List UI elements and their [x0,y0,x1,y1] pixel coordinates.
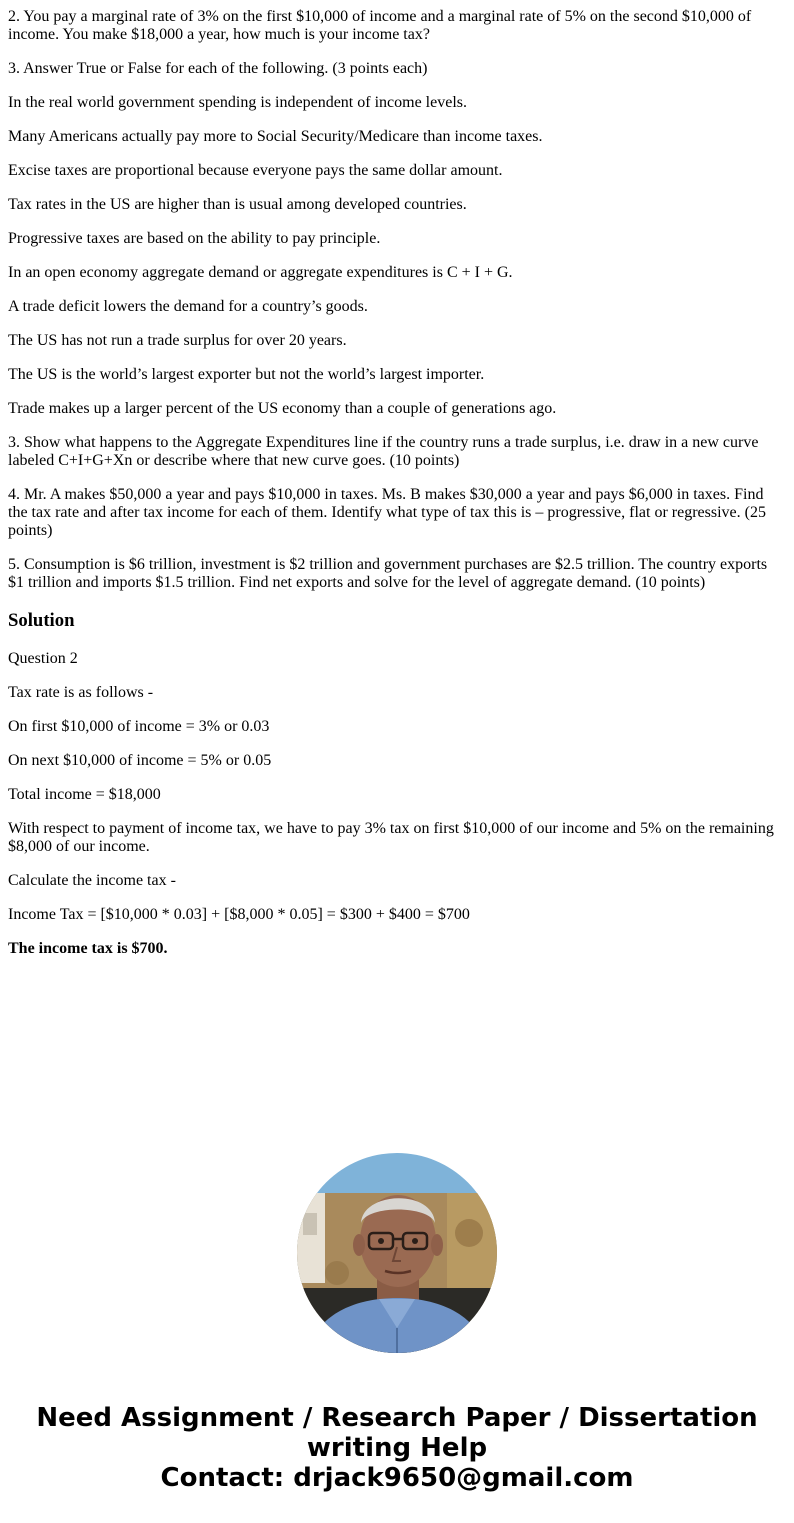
footer-contact-line: Contact: drjack9650@gmail.com [160,1463,634,1493]
true-false-item: In the real world government spending is independent of income levels. [8,94,467,111]
final-answer: The income tax is $700. [8,940,168,957]
question-4: 4. Mr. A makes $50,000 a year and pays $10,000 in taxes. Ms. B makes $30,000 a year and pays $6,000 in taxes. Find the tax rate and after tax income for each of them. Identify what type of tax this is – progressive, flat or regressive. (25 points) [8,486,766,539]
document-body [8,0,786,974]
true-false-item: Progressive taxes are based on the ability to pay principle. [8,230,381,247]
author-avatar [297,1153,497,1353]
contact-footer [0,1403,794,1493]
question-3b: 3. Show what happens to the Aggregate Expenditures line if the country runs a trade surplus, i.e. draw in a new curve labeled C+I+G+Xn or describe where that new curve goes. (10 points) [8,434,759,469]
question-2: 2. You pay a marginal rate of 3% on the first $10,000 of income and a marginal rate of 5% on the second $10,000 of income. You make $18,000 a year, how much is your income tax? [8,8,752,43]
solution-line: On next $10,000 of income = 5% or 0.05 [8,752,272,769]
true-false-item: Tax rates in the US are higher than is usual among developed countries. [8,196,467,213]
author-portrait-image [297,1153,497,1353]
solution-line: Income Tax = [$10,000 * 0.03] + [$8,000 * 0.05] = $300 + $400 = $700 [8,906,470,923]
solution-line: Calculate the income tax - [8,872,176,889]
footer-line-1: Need Assignment / Research Paper / Dissertation [36,1403,758,1433]
solution-line: On first $10,000 of income = 3% or 0.03 [8,718,270,735]
true-false-item: Excise taxes are proportional because everyone pays the same dollar amount. [8,162,503,179]
true-false-item: The US is the world’s largest exporter but not the world’s largest importer. [8,366,485,383]
footer-line-2: writing Help [306,1433,488,1463]
true-false-item: Many Americans actually pay more to Social Security/Medicare than income taxes. [8,128,543,145]
true-false-item: In an open economy aggregate demand or aggregate expenditures is C + I + G. [8,264,513,281]
question-3-intro: 3. Answer True or False for each of the following. (3 points each) [8,60,428,77]
question-5: 5. Consumption is $6 trillion, investment is $2 trillion and government purchases are $2.5 trillion. The country exports $1 trillion and imports $1.5 trillion. Find net exports and solve for the level of aggregate demand. (10 points) [8,556,768,591]
true-false-item: Trade makes up a larger percent of the US economy than a couple of generations ago. [8,400,557,417]
solution-line: With respect to payment of income tax, we have to pay 3% tax on first $10,000 of our income and 5% on the remaining $8,000 of our income. [8,820,774,855]
true-false-item: A trade deficit lowers the demand for a country’s goods. [8,298,368,315]
solution-line: Total income = $18,000 [8,786,161,803]
solution-heading: Solution [8,610,75,631]
true-false-item: The US has not run a trade surplus for over 20 years. [8,332,347,349]
solution-line: Question 2 [8,650,78,667]
solution-line: Tax rate is as follows - [8,684,154,701]
